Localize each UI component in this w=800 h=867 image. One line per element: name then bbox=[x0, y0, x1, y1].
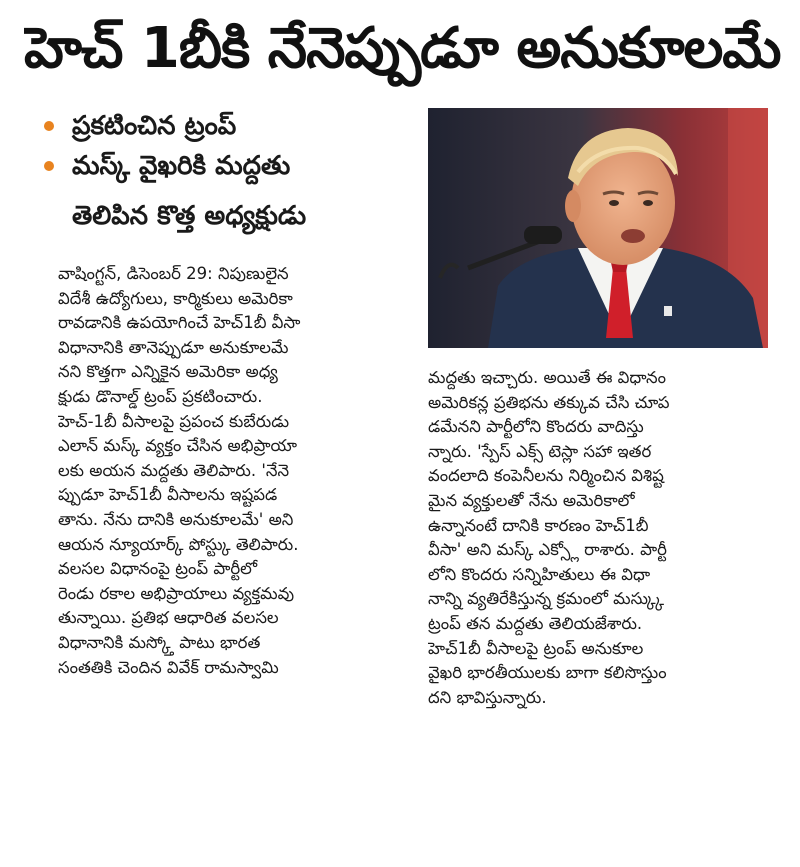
article-line: ప్పుడూ హెచ్1బీ వీసాలను ఇష్టపడ bbox=[58, 485, 278, 505]
summary-bullets bbox=[40, 106, 420, 236]
article-line: డమేనని పార్టీలోని కొందరు వాదిస్తు bbox=[428, 417, 644, 437]
article-line: ఉన్నానంటే దానికి కారణం హెచ్1బీ bbox=[428, 515, 649, 535]
article-line: క్షుడు డొనాల్డ్ ట్రంప్ ప్రకటించారు. bbox=[58, 386, 263, 406]
article-line: సంతతికి చెందిన వివేక్ రామస్వామి bbox=[58, 657, 279, 677]
bullet-item-continuation: తెలిపిన కొత్త అధ్యక్షుడు bbox=[72, 201, 307, 231]
article-line: వాషింగ్టన్, డిసెంబర్ 29: నిపుణులైన bbox=[58, 264, 289, 283]
article-line: నని కొత్తగా ఎన్నికైన అమెరికా అధ్య bbox=[58, 362, 278, 382]
article-column-1 bbox=[58, 262, 396, 680]
article-line: ట్రంప్ తన మద్దతు తెలియజేశారు. bbox=[428, 613, 643, 633]
article-line: వందలాది కంపెనీలను నిర్మించిన విశిష్ట bbox=[428, 466, 664, 486]
article-line: లోని కొందరు సన్నిహితులు ఈ విధా bbox=[428, 564, 651, 584]
headline: హెచ్ 1బీకి నేనెప్పుడూ అనుకూలమే bbox=[24, 16, 781, 81]
article-line: హెచ్1బీ వీసాలపై ట్రంప్ అనుకూల bbox=[428, 638, 644, 658]
article-line: విధానానికి తానెప్పుడూ అనుకూలమే bbox=[58, 337, 289, 357]
article-line: వీసా' అని మస్క్ ఎక్స్లో రాశారు. పార్టీ bbox=[428, 540, 667, 560]
article-line: వైఖరి భారతీయులకు బాగా కలిసొస్తుం bbox=[428, 663, 667, 683]
article-line: విదేశీ ఉద్యోగులు, కార్మికులు అమెరికా bbox=[58, 288, 293, 308]
bullet-item: మస్క్ వైఖరికి మద్దతు bbox=[40, 146, 420, 186]
article-line: మద్దతు ఇచ్చారు. అయితే ఈ విధానం bbox=[428, 368, 666, 387]
article-line: నాన్ని వ్యతిరేకిస్తున్న క్రమంలో మస్క్కు bbox=[428, 589, 664, 609]
article-line: మైన వ్యక్తులతో నేను అమెరికాలో bbox=[428, 490, 635, 510]
article-line: తాను. నేను దానికి అనుకూలమే' అని bbox=[58, 509, 294, 529]
article-line: రెండు రకాల అభిప్రాయాలు వ్యక్తమవు bbox=[58, 583, 295, 603]
article-line: లకు అయన మద్దతు తెలిపారు. 'నేనె bbox=[58, 460, 290, 480]
article-line: తున్నాయి. ప్రతిభ ఆధారిత వలసల bbox=[58, 608, 279, 628]
article-line: రావడానికి ఉపయోగించే హెచ్1బీ వీసా bbox=[58, 313, 301, 333]
article-line: ఎలాన్ మస్క్ వ్యక్తం చేసిన అభిప్రాయా bbox=[58, 436, 297, 456]
article-line: ఆయన న్యూయార్క్ పోస్ట్కు తెలిపారు. bbox=[58, 534, 299, 554]
trump-photo bbox=[428, 108, 768, 348]
article-line: విధానానికి మస్క్తో పాటు భారత bbox=[58, 632, 261, 652]
article-column-2 bbox=[428, 366, 764, 710]
article-line: వలసల విధానంపై ట్రంప్ పార్టీలో bbox=[58, 559, 258, 579]
bullet-item: ప్రకటించిన ట్రంప్ bbox=[40, 106, 420, 146]
article-line: న్నారు. 'స్పేస్ ఎక్స్ టెస్లా సహా ఇతర bbox=[428, 441, 652, 461]
article-line: దని భావిస్తున్నారు. bbox=[428, 687, 547, 707]
article-line: అమెరికన్ల ప్రతిభను తక్కువ చేసి చూప bbox=[428, 392, 670, 412]
trump-illustration bbox=[428, 108, 768, 348]
article-line: హెచ్-1బీ వీసాలపై ప్రపంచ కుబేరుడు bbox=[58, 411, 290, 431]
